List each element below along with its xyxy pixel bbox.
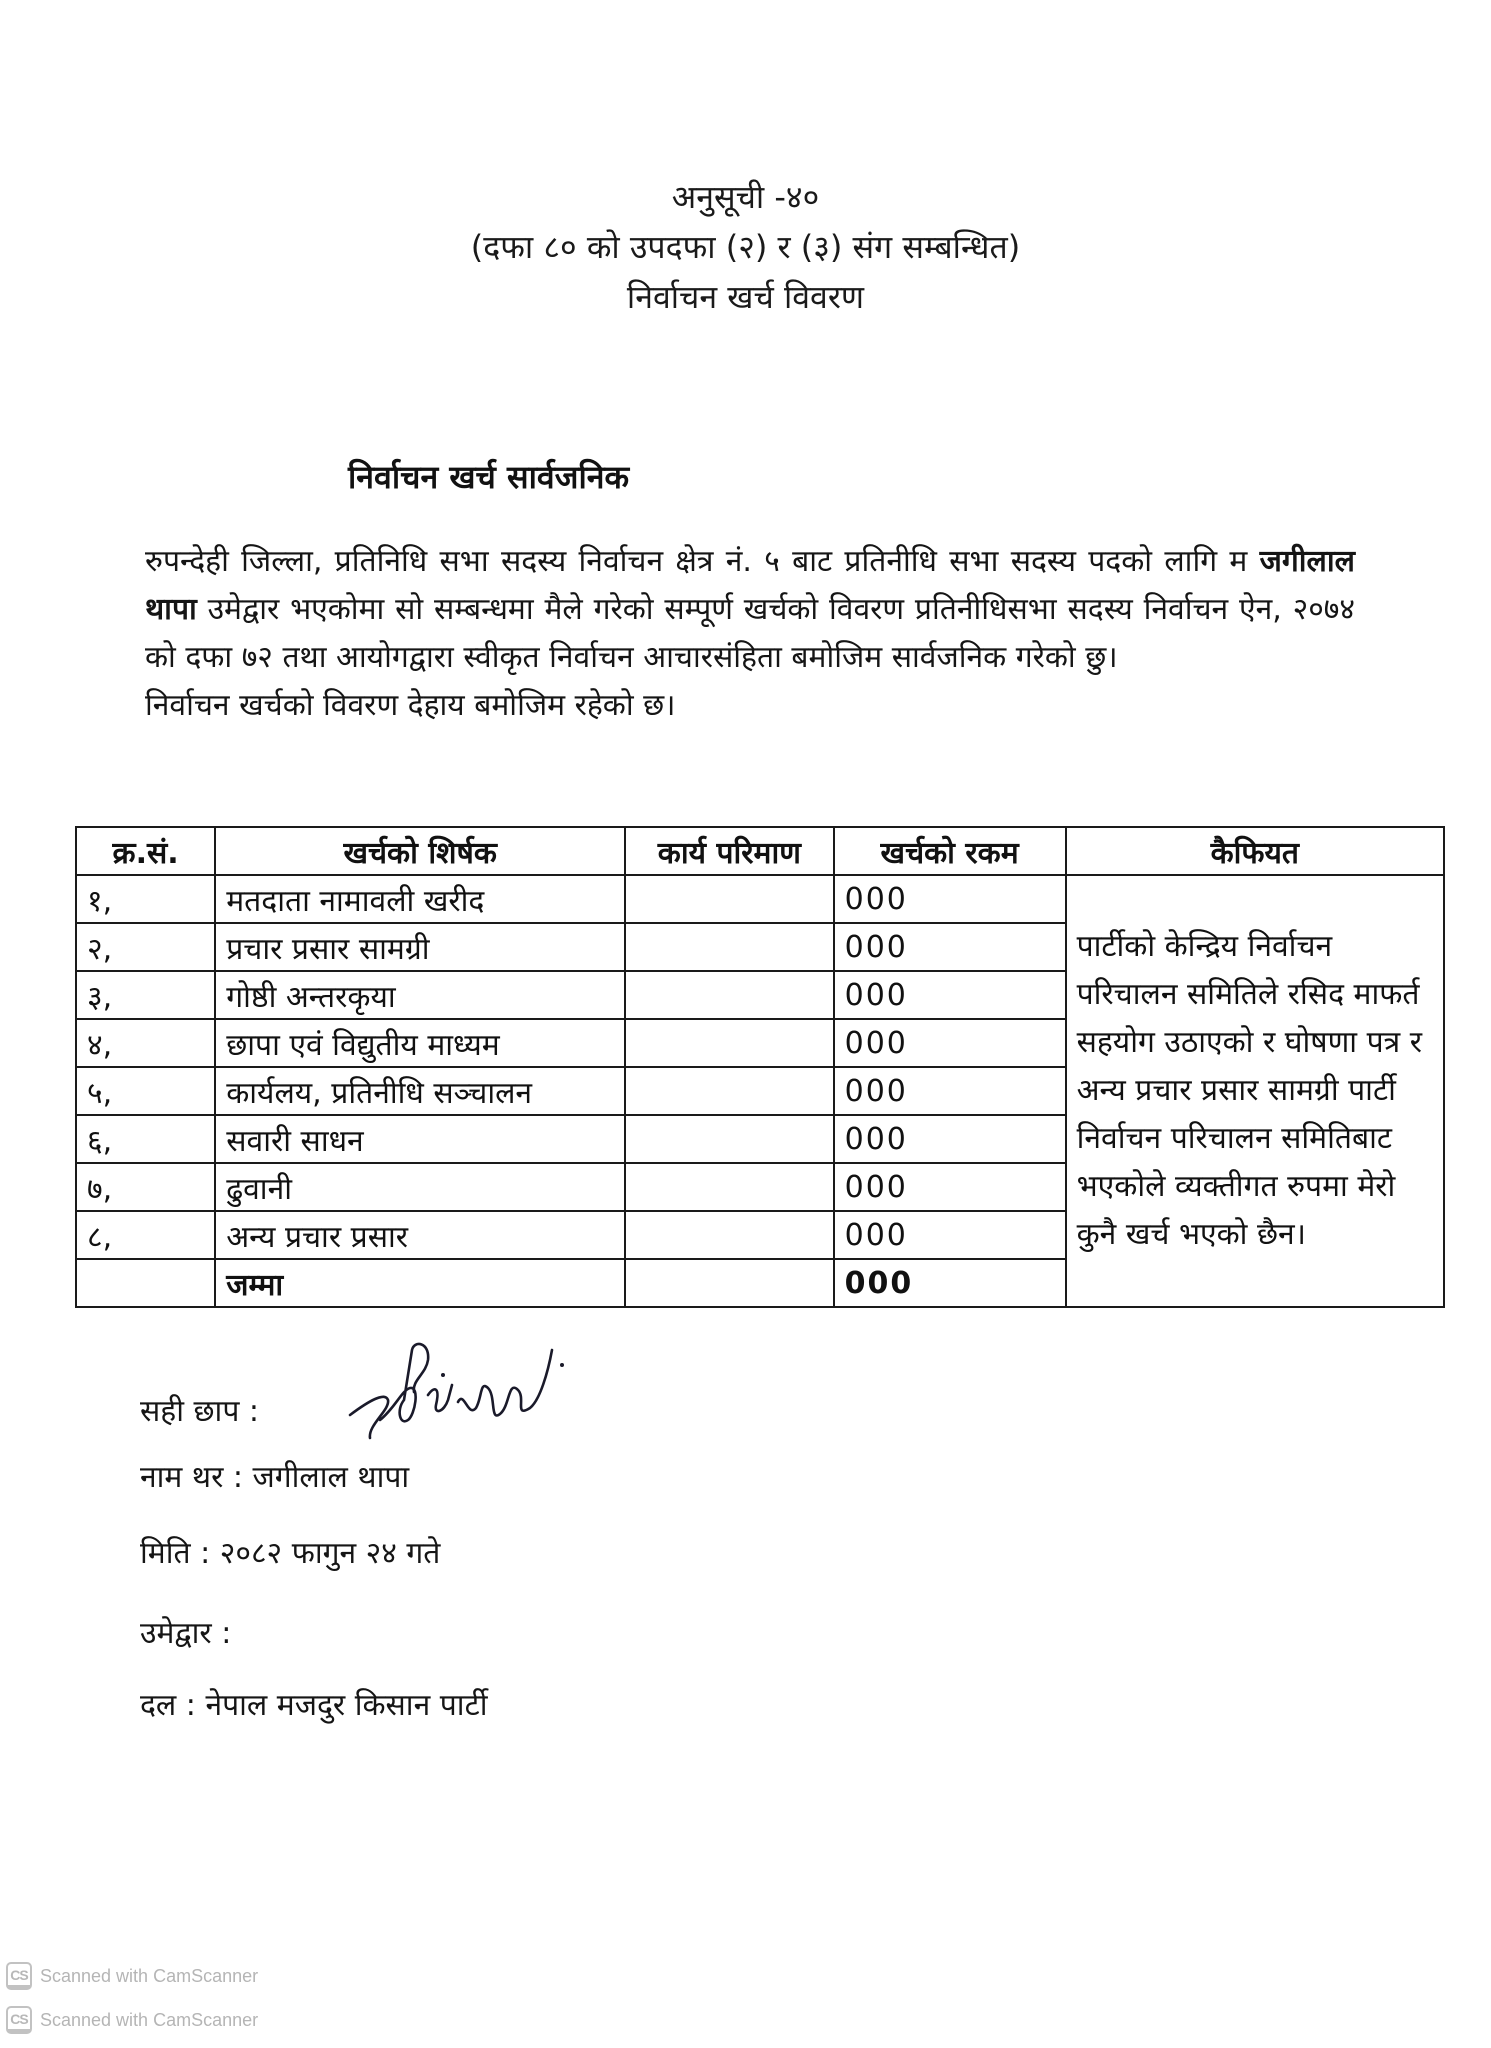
serial-cell: २, [76,923,215,971]
serial-cell: १, [76,875,215,923]
candidate-name: जगीलाल थापा [145,544,1355,627]
total-quantity-cell [625,1259,833,1307]
expense-title-cell: ढुवानी [215,1163,625,1211]
expense-title-cell: छापा एवं विद्युतीय माध्यम [215,1019,625,1067]
amount-cell: 000 [834,923,1066,971]
quantity-cell [625,1019,833,1067]
signature-stamp-label: सही छाप : [140,1394,259,1429]
camscanner-logo-icon: CS [6,1962,32,1990]
quantity-cell [625,971,833,1019]
amount-cell: 000 [834,1019,1066,1067]
intro-paragraph [145,538,1355,730]
document-heading [0,172,1491,322]
table-row [76,875,1444,923]
remarks-cell: पार्टीको केन्द्रिय निर्वाचन परिचालन समितिले रसिद माफर्त सहयोग उठाएको र घोषणा पत्र र अन्य प्रचार प्रसार सामग्री पार्टी निर्वाचन परिचालन समितिबाट भएकोले व्यक्तीगत रुपमा मेरो कुनै खर्च भएको छैन। [1066,875,1444,1307]
table-header-row [76,827,1444,875]
serial-cell: ८, [76,1211,215,1259]
serial-cell: ७, [76,1163,215,1211]
amount-cell: 000 [834,875,1066,923]
amount-cell: 000 [834,1115,1066,1163]
name-field: नाम थर : जगीलाल थापा [140,1460,410,1495]
candidate-field: उमेद्वार : [140,1616,232,1651]
header-serial: क्र.सं. [76,827,215,875]
expense-table [75,826,1445,1308]
camscanner-logo-icon: CS [6,2006,32,2034]
camscanner-watermark [6,2006,258,2034]
total-amount: 000 [834,1259,1066,1307]
quantity-cell [625,1211,833,1259]
date-field: मिति : २०८२ फागुन २४ गते [140,1536,441,1571]
watermark-text: Scanned with CamScanner [40,2009,259,2030]
header-expense-title: खर्चको शिर्षक [215,827,625,875]
amount-cell: 000 [834,1211,1066,1259]
expense-title-cell: मतदाता नामावली खरीद [215,875,625,923]
quantity-cell [625,875,833,923]
quantity-cell [625,1067,833,1115]
amount-cell: 000 [834,971,1066,1019]
expense-title-cell: प्रचार प्रसार सामग्री [215,923,625,971]
signature-block [140,1372,487,1736]
serial-cell: ६, [76,1115,215,1163]
quantity-cell [625,923,833,971]
expense-title-cell: सवारी साधन [215,1115,625,1163]
header-remarks: कैफियत [1066,827,1444,875]
amount-cell: 000 [834,1067,1066,1115]
legal-reference: (दफा ८० को उपदफा (२) र (३) संग सम्बन्धित) [470,228,1021,266]
amount-cell: 000 [834,1163,1066,1211]
expense-title-cell: कार्यलय, प्रतिनीधि सञ्चालन [215,1067,625,1115]
declaration-text: रुपन्देही जिल्ला, प्रतिनिधि सभा सदस्य निर्वाचन क्षेत्र नं. ५ बाट प्रतिनीधि सभा सदस्य पदको लागि म जगीलाल थापा उमेद्वार भएकोमा सो सम्बन्धमा मैले गरेको सम्पूर्ण खर्चको विवरण प्रतिनीधिसभा सदस्य निर्वाचन ऐन, २०७४ को दफा ७२ तथा आयोगद्वारा स्वीकृत निर्वाचन आचारसंहिता बमोजिम सार्वजनिक गरेको छु। [145,544,1355,675]
camscanner-watermark [6,1962,258,1990]
quantity-cell [625,1163,833,1211]
header-expense-amount: खर्चको रकम [834,827,1066,875]
serial-cell: ३, [76,971,215,1019]
expense-title-cell: गोष्ठी अन्तरकृया [215,971,625,1019]
watermark-text: Scanned with CamScanner [40,1965,259,1986]
total-label: जम्मा [215,1259,625,1307]
expense-title-cell: अन्य प्रचार प्रसार [215,1211,625,1259]
details-intro-text: निर्वाचन खर्चको विवरण देहाय बमोजिम रहेको छ। [145,688,676,723]
quantity-cell [625,1115,833,1163]
party-field: दल : नेपाल मजदुर किसान पार्टी [140,1688,488,1723]
serial-cell: ४, [76,1019,215,1067]
total-serial-cell [76,1259,215,1307]
serial-cell: ५, [76,1067,215,1115]
header-work-quantity: कार्य परिमाण [625,827,833,875]
section-subtitle: निर्वाचन खर्च सार्वजनिक [348,458,630,496]
document-title: निर्वाचन खर्च विवरण [626,278,865,316]
schedule-number: अनुसूची -४० [671,178,820,216]
